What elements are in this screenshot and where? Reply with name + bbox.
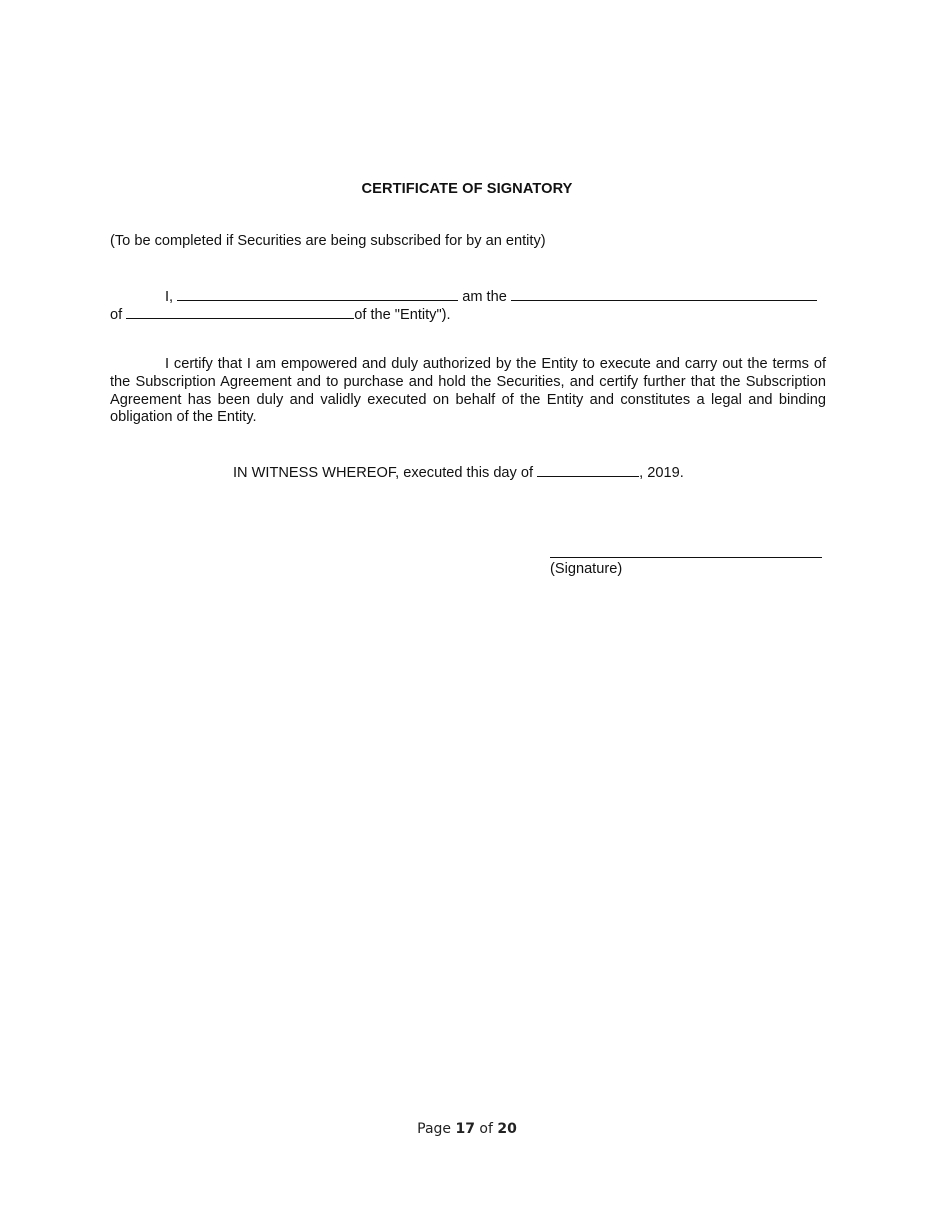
signature-line[interactable] xyxy=(550,557,822,558)
certification-paragraph xyxy=(110,356,826,427)
witness-line xyxy=(233,462,684,481)
of-word: of xyxy=(479,1121,493,1137)
line2-prefix: of xyxy=(110,307,123,323)
certification-text: I certify that I am empowered and duly authorized by the Entity to execute and carry out the terms of the Subscription Agreement and to purchase and hold the Securities, and certify further that the Subscription Agreement has been duly and validly executed on behalf of the Entity and constitutes a legal and binding obligation of the Entity. xyxy=(110,356,826,426)
signatory-name-blank[interactable] xyxy=(177,286,458,301)
date-blank[interactable] xyxy=(537,462,639,477)
signatory-title-blank[interactable] xyxy=(511,286,817,301)
entity-name-blank[interactable] xyxy=(126,304,354,319)
line2-suffix: of the "Entity"). xyxy=(354,307,451,323)
line1-prefix: I, xyxy=(165,289,174,305)
signature-label: (Signature) xyxy=(550,561,623,577)
witness-prefix: IN WITNESS WHEREOF, executed this day of xyxy=(233,465,534,481)
total-pages: 20 xyxy=(497,1121,517,1137)
witness-suffix: , 2019. xyxy=(639,465,684,481)
line1-middle: am the xyxy=(462,289,507,305)
current-page: 17 xyxy=(455,1121,475,1137)
document-title: CERTIFICATE OF SIGNATORY xyxy=(361,181,573,197)
instruction-text: (To be completed if Securities are being subscribed for by an entity) xyxy=(110,233,546,249)
page-footer xyxy=(0,1121,934,1137)
entity-name-line xyxy=(110,304,451,323)
page-word: Page xyxy=(417,1121,452,1137)
signatory-name-line xyxy=(165,286,817,305)
